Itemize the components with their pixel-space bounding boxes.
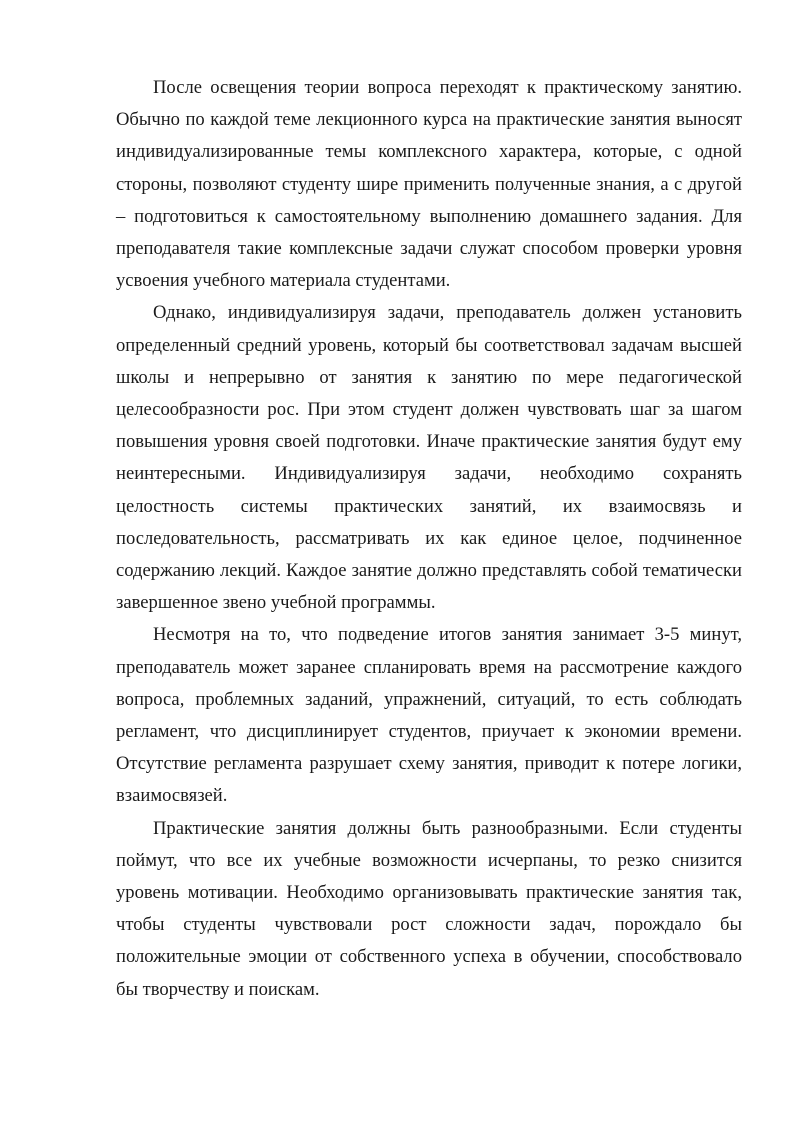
paragraph-individualization: Однако, индивидуализируя задачи, преподаватель должен установить определенный средний уровень, который бы соответствовал задачам высшей школы и непрерывно от занятия к занятию по мере педагогической целесообразности рос. При этом студент должен чувствовать шаг за шагом повышения уровня своей подготовки. Иначе практические занятия будут ему неинтересными. Индивидуализируя задачи, необходимо сохранять целостность системы практических занятий, их взаимосвязь и последовательность, рассматривать их как единое целое, подчиненное содержанию лекций. Каждое занятие должно представлять собой тематически завершенное звено учебной программы. [116,302,742,614]
paragraph-regulations: Несмотря на то, что подведение итогов занятия занимает 3-5 минут, преподаватель может заранее спланировать время на рассмотрение каждого вопроса, проблемных заданий, упражнений, ситуаций, то есть соблюдать регламент, что дисциплинирует студентов, приучает к экономии времени. Отсутствие регламента разрушает схему занятия, приводит к потере логики, взаимосвязей. [116,624,742,807]
paragraph-practical-lesson: После освещения теории вопроса переходят к практическому занятию. Обычно по каждой теме лекционного курса на практические занятия выносят индивидуализированные темы комплексного характера, которые, с одной стороны, позволяют студенту шире применить полученные знания, а с другой – подготовиться к самостоятельному выполнению домашнего задания. Для преподавателя такие комплексные задачи служат способом проверки уровня усвоения учебного материала студентами. [116,77,742,292]
document-page [116,72,742,1006]
paragraph-variety: Практические занятия должны быть разнообразными. Если студенты поймут, что все их учебные возможности исчерпаны, то резко снизится уровень мотивации. Необходимо организовывать практические занятия так, чтобы студенты чувствовали рост сложности задач, порождало бы положительные эмоции от собственного успеха в обучении, способствовало бы творчеству и поискам. [116,817,742,1000]
